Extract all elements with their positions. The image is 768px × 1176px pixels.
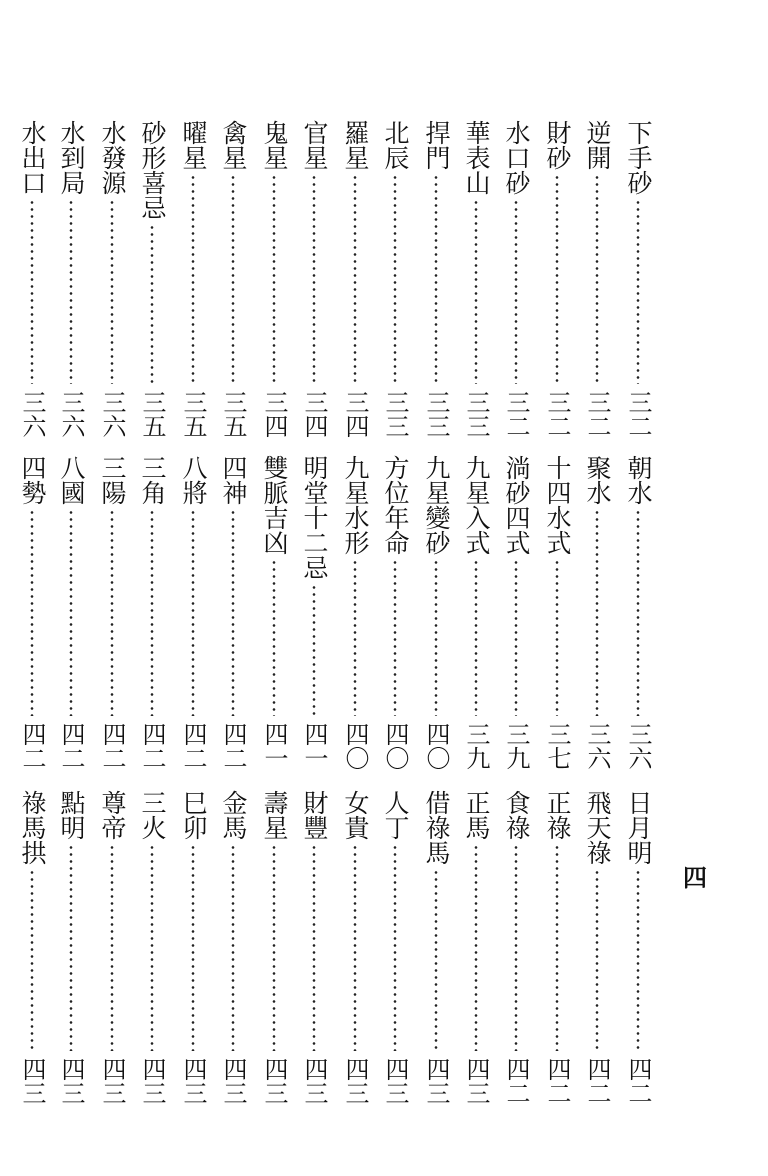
toc-entry-title: 聚水 xyxy=(583,455,612,505)
toc-entry-page: 四〇 xyxy=(341,722,369,770)
toc-entry xyxy=(51,120,91,438)
toc-entry-page: 四二 xyxy=(583,1057,611,1105)
toc-entry xyxy=(173,455,213,770)
toc-entry xyxy=(213,120,253,438)
toc-entry-title: 借祿馬 xyxy=(422,790,451,865)
toc-entry-title: 女貴 xyxy=(341,790,370,840)
toc-entry-page: 四一 xyxy=(260,722,288,770)
toc-entry xyxy=(132,790,172,1105)
toc-entry xyxy=(496,790,536,1105)
toc-entry xyxy=(496,120,536,438)
toc-entry-page: 四〇 xyxy=(422,722,450,770)
toc-entry-page: 四三 xyxy=(138,1057,166,1105)
toc-entry-page: 三六 xyxy=(624,722,652,770)
dot-leader xyxy=(434,559,438,716)
toc-entry-page: 三四 xyxy=(341,390,369,438)
dot-leader xyxy=(353,844,357,1051)
toc-entry-title: 正馬 xyxy=(462,790,491,840)
toc-entry-title: 九星變砂 xyxy=(422,455,451,555)
dot-leader xyxy=(231,844,235,1051)
toc-entry-title: 禽星 xyxy=(219,120,248,170)
toc-entry-page: 四二 xyxy=(18,722,46,770)
toc-entry-title: 三角 xyxy=(138,455,167,505)
page-number: 四 xyxy=(683,863,707,892)
dot-leader xyxy=(434,869,438,1051)
dot-leader xyxy=(110,199,114,384)
toc-entry-title: 華表山 xyxy=(462,120,491,195)
dot-leader xyxy=(514,844,518,1051)
dot-leader xyxy=(272,174,276,384)
dot-leader xyxy=(555,559,559,716)
toc-entry xyxy=(51,455,91,770)
dot-leader xyxy=(514,559,518,716)
dot-leader xyxy=(636,509,640,716)
toc-entry-page: 三三 xyxy=(381,390,409,438)
toc-entry xyxy=(132,455,172,770)
toc-entry-page: 三九 xyxy=(462,722,490,770)
toc-entry xyxy=(173,120,213,438)
toc-entry-title: 日月明 xyxy=(624,790,653,865)
toc-entry xyxy=(577,790,617,1105)
toc-entry xyxy=(416,455,456,770)
toc-entry-page: 四二 xyxy=(179,722,207,770)
dot-leader xyxy=(636,869,640,1051)
toc-entry xyxy=(92,120,132,438)
toc-entry-title: 尊帝 xyxy=(98,790,127,840)
toc-entry xyxy=(294,790,334,1105)
toc-entry-title: 水口砂 xyxy=(502,120,531,195)
dot-leader xyxy=(231,174,235,384)
toc-entry xyxy=(51,790,91,1105)
toc-entry-page: 四二 xyxy=(543,1057,571,1105)
dot-leader xyxy=(110,844,114,1051)
toc-entry-page: 四三 xyxy=(219,1057,247,1105)
dot-leader xyxy=(30,199,34,384)
toc-entry-page: 四三 xyxy=(422,1057,450,1105)
dot-leader xyxy=(595,869,599,1051)
toc-entry-page: 三九 xyxy=(502,722,530,770)
dot-leader xyxy=(434,174,438,384)
toc-entry-title: 八將 xyxy=(179,455,208,505)
toc-entry xyxy=(335,455,375,770)
toc-entry xyxy=(375,120,415,438)
toc-entry-page: 四二 xyxy=(138,722,166,770)
toc-entry xyxy=(537,120,577,438)
toc-entry xyxy=(496,455,536,770)
toc-entry-page: 三四 xyxy=(300,390,328,438)
dot-leader xyxy=(393,559,397,716)
dot-leader xyxy=(474,844,478,1051)
toc-entry-title: 財砂 xyxy=(543,120,572,170)
toc-entry-page: 四三 xyxy=(18,1057,46,1105)
dot-leader xyxy=(595,509,599,716)
toc-entry-page: 四二 xyxy=(57,722,85,770)
toc-entry-page: 三二 xyxy=(624,390,652,438)
toc-entry-page: 四二 xyxy=(502,1057,530,1105)
toc-entry-title: 朝水 xyxy=(624,455,653,505)
toc-entry-page: 四二 xyxy=(98,722,126,770)
toc-entry-title: 點明 xyxy=(57,790,86,840)
dot-leader xyxy=(595,174,599,384)
toc-entry-title: 水發源 xyxy=(98,120,127,195)
dot-leader xyxy=(312,584,316,716)
toc-entry xyxy=(618,120,658,438)
dot-leader xyxy=(191,844,195,1051)
toc-entry xyxy=(92,455,132,770)
toc-entry xyxy=(132,120,172,438)
toc-entry-page: 四三 xyxy=(462,1057,490,1105)
dot-leader xyxy=(191,509,195,716)
toc-entry-page: 四三 xyxy=(179,1057,207,1105)
dot-leader xyxy=(272,559,276,716)
dot-leader xyxy=(69,509,73,716)
dot-leader xyxy=(636,199,640,384)
dot-leader xyxy=(69,844,73,1051)
toc-entry xyxy=(92,790,132,1105)
toc-entry-title: 八國 xyxy=(57,455,86,505)
toc-entry-page: 三二 xyxy=(583,390,611,438)
toc-entry-title: 逆開 xyxy=(583,120,612,170)
dot-leader xyxy=(150,224,154,384)
toc-entry-title: 北辰 xyxy=(381,120,410,170)
toc-entry xyxy=(173,790,213,1105)
toc-entry xyxy=(577,120,617,438)
toc-entry-page: 四三 xyxy=(260,1057,288,1105)
toc-entry-page: 三六 xyxy=(18,390,46,438)
toc-entry-title: 三火 xyxy=(138,790,167,840)
toc-entry-title: 曜星 xyxy=(179,120,208,170)
toc-entry-title: 官星 xyxy=(300,120,329,170)
toc-entry-page: 三六 xyxy=(583,722,611,770)
toc-entry xyxy=(537,790,577,1105)
dot-leader xyxy=(555,844,559,1051)
toc-entry xyxy=(618,790,658,1105)
toc-entry-page: 三三 xyxy=(462,390,490,438)
toc-entry-title: 明堂十二忌 xyxy=(300,455,329,580)
toc-entry-title: 鬼星 xyxy=(260,120,289,170)
toc-entry-page: 四三 xyxy=(300,1057,328,1105)
toc-entry-title: 三陽 xyxy=(98,455,127,505)
toc-entry xyxy=(12,790,52,1105)
toc-entry-title: 巳卯 xyxy=(179,790,208,840)
toc-entry xyxy=(294,120,334,438)
toc-entry-title: 方位年命 xyxy=(381,455,410,555)
toc-entry-title: 水到局 xyxy=(57,120,86,195)
toc-entry xyxy=(416,790,456,1105)
toc-entry-title: 十四水式 xyxy=(543,455,572,555)
dot-leader xyxy=(30,869,34,1051)
toc-entry-page: 四三 xyxy=(341,1057,369,1105)
dot-leader xyxy=(110,509,114,716)
dot-leader xyxy=(474,559,478,716)
toc-entry xyxy=(416,120,456,438)
toc-entry xyxy=(456,455,496,770)
toc-entry-title: 淌砂四式 xyxy=(502,455,531,555)
toc-entry-title: 正祿 xyxy=(543,790,572,840)
toc-entry xyxy=(618,455,658,770)
toc-entry-title: 食祿 xyxy=(502,790,531,840)
toc-entry-title: 壽星 xyxy=(260,790,289,840)
toc-entry xyxy=(456,120,496,438)
toc-entry xyxy=(213,790,253,1105)
toc-entry-title: 九星水形 xyxy=(341,455,370,555)
toc-entry-page: 三六 xyxy=(57,390,85,438)
toc-entry-title: 四神 xyxy=(219,455,248,505)
dot-leader xyxy=(514,199,518,384)
toc-entry xyxy=(254,790,294,1105)
toc-entry xyxy=(213,455,253,770)
toc-entry-title: 羅星 xyxy=(341,120,370,170)
toc-entry-page: 三二 xyxy=(543,390,571,438)
toc-entry xyxy=(254,455,294,770)
toc-entry xyxy=(335,120,375,438)
toc-entry-page: 三二 xyxy=(502,390,530,438)
toc-entry xyxy=(294,455,334,770)
toc-entry-title: 金馬 xyxy=(219,790,248,840)
dot-leader xyxy=(312,844,316,1051)
dot-leader xyxy=(150,844,154,1051)
toc-entry-page: 三五 xyxy=(219,390,247,438)
dot-leader xyxy=(353,559,357,716)
dot-leader xyxy=(272,844,276,1051)
toc-entry-page: 四〇 xyxy=(381,722,409,770)
toc-entry xyxy=(335,790,375,1105)
dot-leader xyxy=(474,199,478,384)
toc-entry-title: 九星入式 xyxy=(462,455,491,555)
toc-entry-title: 下手砂 xyxy=(624,120,653,195)
toc-entry-title: 水出口 xyxy=(18,120,47,195)
toc-entry-page: 三四 xyxy=(260,390,288,438)
toc-entry-page: 四三 xyxy=(98,1057,126,1105)
toc-entry xyxy=(375,790,415,1105)
toc-entry-page: 四一 xyxy=(300,722,328,770)
toc-entry-page: 三六 xyxy=(98,390,126,438)
toc-entry-page: 四三 xyxy=(381,1057,409,1105)
toc-entry-title: 捍門 xyxy=(422,120,451,170)
toc-entry-page: 三五 xyxy=(179,390,207,438)
dot-leader xyxy=(69,199,73,384)
toc-entry xyxy=(577,455,617,770)
toc-entry xyxy=(12,455,52,770)
toc-entry-page: 四二 xyxy=(219,722,247,770)
toc-entry-page: 三七 xyxy=(543,722,571,770)
toc-entry xyxy=(537,455,577,770)
dot-leader xyxy=(312,174,316,384)
toc-entry xyxy=(375,455,415,770)
toc-entry-page: 三五 xyxy=(138,390,166,438)
toc-entry-title: 人丁 xyxy=(381,790,410,840)
dot-leader xyxy=(393,844,397,1051)
toc-entry-title: 財豐 xyxy=(300,790,329,840)
dot-leader xyxy=(30,509,34,716)
toc-entry-title: 飛天祿 xyxy=(583,790,612,865)
toc-entry-page: 四二 xyxy=(624,1057,652,1105)
toc-entry-page: 三三 xyxy=(422,390,450,438)
toc-entry xyxy=(12,120,52,438)
toc-entry-page: 四三 xyxy=(57,1057,85,1105)
dot-leader xyxy=(191,174,195,384)
dot-leader xyxy=(231,509,235,716)
toc-entry-title: 雙脈吉凶 xyxy=(260,455,289,555)
dot-leader xyxy=(393,174,397,384)
dot-leader xyxy=(150,509,154,716)
dot-leader xyxy=(353,174,357,384)
toc-entry-title: 砂形喜忌 xyxy=(138,120,167,220)
dot-leader xyxy=(555,174,559,384)
toc-entry-title: 祿馬拱 xyxy=(18,790,47,865)
toc-entry xyxy=(456,790,496,1105)
toc-entry xyxy=(254,120,294,438)
toc-entry-title: 四勢 xyxy=(18,455,47,505)
